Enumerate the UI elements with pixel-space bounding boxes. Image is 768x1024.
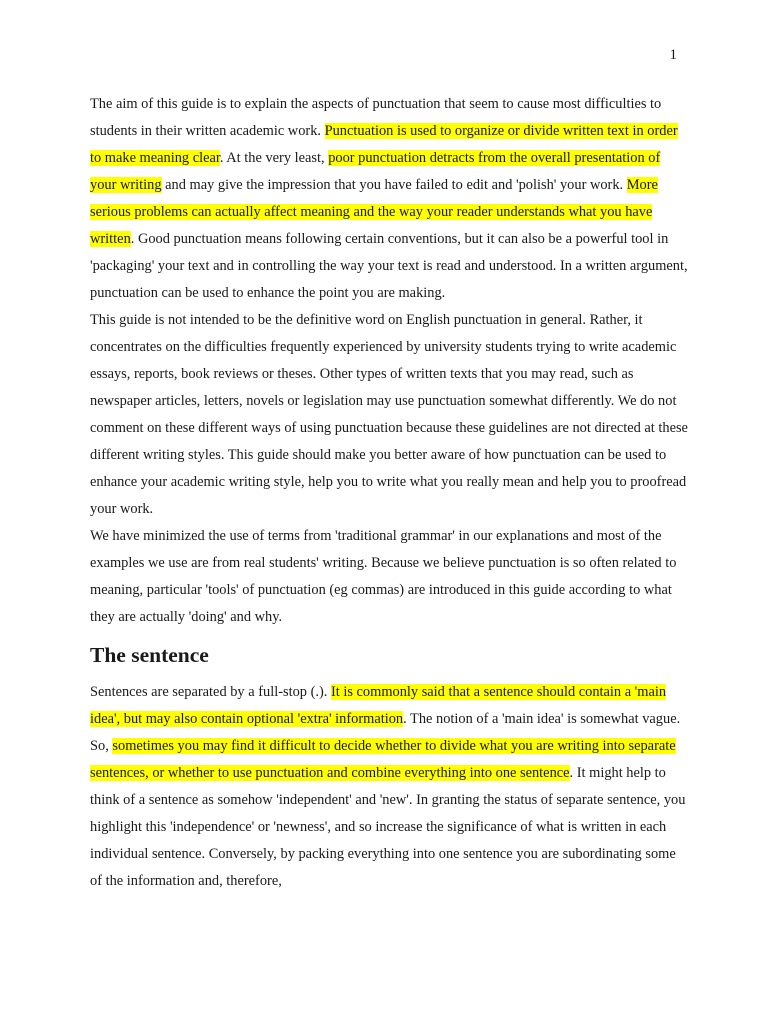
document-body [90,91,690,895]
text-run: . At the very least, [219,150,329,166]
section-heading: The sentence [90,643,209,667]
intro-paragraph-3: We have minimized the use of terms from 'traditional grammar' in our explanations and most of the examples we use are from real students' writing. Because we believe punctuation is so often related to meaning, particular 'tools' of punctuation (eg commas) are introduced in this guide according to what they are actually 'doing' and why. [90,528,677,625]
text-run: and may give the impression that you have failed to edit and 'polish' your work. [161,177,627,193]
text-run: Sentences are separated by a full-stop (.). [90,684,331,700]
intro-paragraph-1 [90,91,690,307]
highlighted-text: sometimes you may find it difficult to decide whether to divide what you are writing into separate sentences, or whether to use punctuation and combine everything into one sentence [90,738,676,781]
text-run: . It might help to think of a sentence as somehow 'independent' and 'new'. In granting the status of separate sentence, you highlight this 'independence' or 'newness', and so increase the significance of what is written in each individual sentence. Conversely, by packing everything into one sentence you are subordinating some of the information and, therefore, [90,765,686,889]
highlighted-text: It is commonly said that a sentence should contain a 'main idea', but may also contain optional 'extra' information [90,684,667,727]
text-run: . The notion of a 'main idea' is somewhat vague. So, [90,711,681,754]
text-run: The aim of this guide is to explain the aspects of punctuation that seem to cause most difficulties to students in their written academic work. [90,96,662,139]
intro-paragraph-2: This guide is not intended to be the definitive word on English punctuation in general. Rather, it concentrates on the difficulties frequently experienced by university students trying to write academic essays, reports, book reviews or theses. Other types of written texts that you may read, such as newspaper articles, letters, novels or legislation may use punctuation somewhat differently. We do not comment on these different ways of using punctuation because these guidelines are not directed at these different writing styles. This guide should make you better aware of how punctuation can be used to enhance your academic writing style, help you to write what you really mean and help you to proofread your work. [90,312,688,517]
text-run: . Good punctuation means following certain conventions, but it can also be a powerful tool in 'packaging' your text and in controlling the way your text is read and understood. In a written argument, punctuation can be used to enhance the point you are making. [90,231,688,301]
sentence-paragraph-1 [90,679,690,895]
highlighted-text: Punctuation is used to organize or divide written text in order to make meaning clear [90,123,678,166]
page-number: 1 [669,47,677,63]
highlighted-text: More serious problems can actually affect meaning and the way your reader understands what you have written [90,177,658,247]
highlighted-text: poor punctuation detracts from the overall presentation of your writing [90,150,661,193]
